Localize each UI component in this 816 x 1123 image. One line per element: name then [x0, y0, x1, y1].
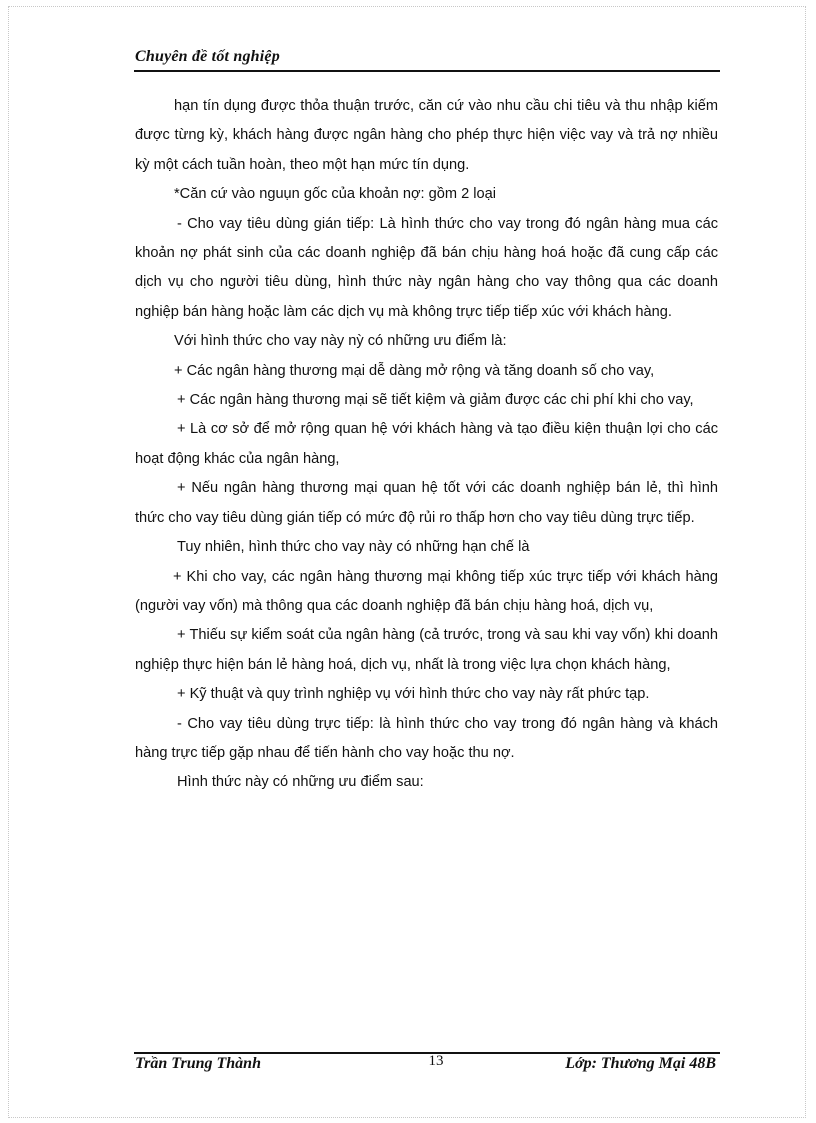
footer-class-label: Lớp: Thương Mại 48B — [565, 1055, 716, 1072]
paragraph: + Khi cho vay, các ngân hàng thương mại không tiếp xúc trực tiếp với khách hàng (người vay vốn) mà thông qua các doanh nghiệp đã bán chịu hàng hoá, dịch vụ, — [135, 568, 718, 614]
paragraph: *Căn cứ vào nguụn gốc của khoản nợ: gồm 2 loại — [174, 186, 496, 203]
paragraph: - Cho vay tiêu dùng trực tiếp: là hình thức cho vay trong đó ngân hàng và khách hàng trực tiếp gặp nhau để tiến hành cho vay hoặc thu nợ. — [135, 715, 718, 761]
header-rule — [134, 70, 720, 72]
paragraph: hạn tín dụng được thỏa thuận trước, căn cứ vào nhu cầu chi tiêu và thu nhập kiếm được từng kỳ, khách hàng được ngân hàng cho phép thực hiện việc vay và trả nợ nhiều kỳ một cách tuần hoàn, theo một hạn mức tín dụng. — [135, 98, 718, 173]
footer-author: Trần Trung Thành — [135, 1055, 261, 1072]
paragraph: + Các ngân hàng thương mại dễ dàng mở rộng và tăng doanh số cho vay, — [174, 362, 655, 379]
paragraph: + Kỹ thuật và quy trình nghiệp vụ với hình thức cho vay này rất phức tạp. — [177, 686, 650, 703]
header-title: Chuyên đề tốt nghiệp — [135, 48, 280, 65]
paragraph: Tuy nhiên, hình thức cho vay này có những hạn chế là — [177, 539, 530, 556]
document-body — [135, 92, 718, 798]
paragraph: - Cho vay tiêu dùng gián tiếp: Là hình thức cho vay trong đó ngân hàng mua các khoản nợ phát sinh của các doanh nghiệp đã bán chịu hàng hoá hoặc đã cung cấp các dịch vụ cho người tiêu dùng, hình thức này ngân hàng cho vay thông qua các doanh nghiệp bán hàng hoặc làm các dịch vụ mà không trực tiếp tiếp xúc với khách hàng. — [135, 215, 718, 320]
paragraph: + Là cơ sở để mở rộng quan hệ với khách hàng và tạo điều kiện thuận lợi cho các hoạt động khác của ngân hàng, — [135, 421, 718, 467]
paragraph: + Nếu ngân hàng thương mại quan hệ tốt với các doanh nghiệp bán lẻ, thì hình thức cho vay tiêu dùng gián tiếp có mức độ rủi ro thấp hơn cho vay tiêu dùng trực tiếp. — [135, 480, 718, 526]
paragraph: Hình thức này có những ưu điểm sau: — [177, 774, 424, 791]
paragraph: + Các ngân hàng thương mại sẽ tiết kiệm và giảm được các chi phí khi cho vay, — [177, 392, 694, 409]
paragraph: Với hình thức cho vay này nỳ có những ưu điểm là: — [174, 333, 507, 350]
page-number: 13 — [428, 1053, 444, 1069]
paragraph: + Thiếu sự kiểm soát của ngân hàng (cả trước, trong và sau khi vay vốn) khi doanh nghiệp thực hiện bán lẻ hàng hoá, dịch vụ, nhất là trong việc lựa chọn khách hàng, — [135, 627, 718, 673]
